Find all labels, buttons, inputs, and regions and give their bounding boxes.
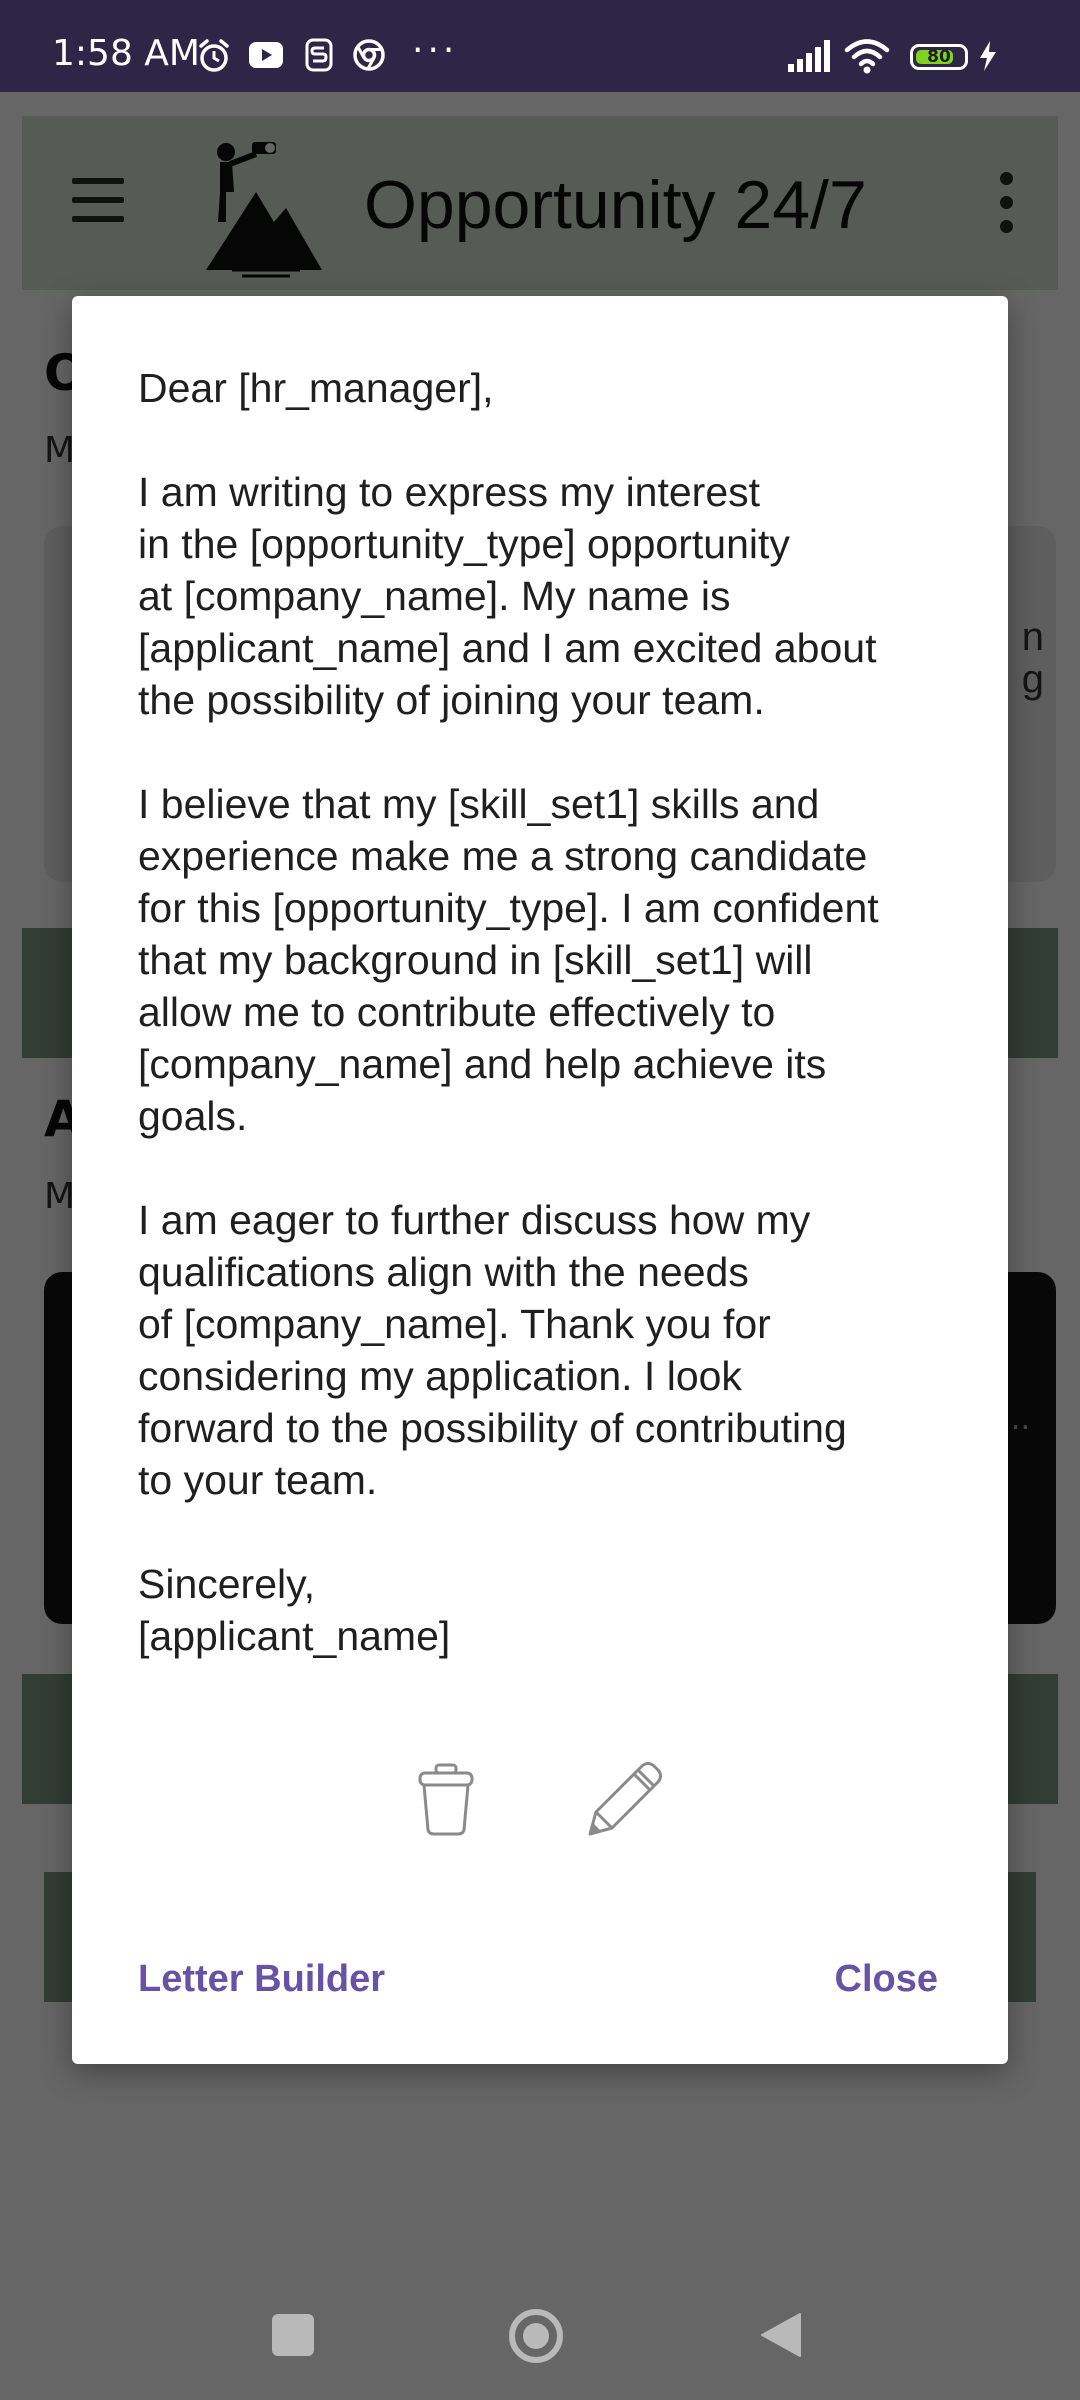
- system-icons: [780, 38, 1080, 78]
- close-button[interactable]: Close: [834, 1958, 938, 2000]
- square-icon[interactable]: [272, 2314, 314, 2356]
- chrome-icon: [352, 38, 386, 72]
- trash-icon: [414, 1762, 478, 1838]
- battery-level-text: 80: [927, 47, 951, 67]
- system-nav-bar: [0, 2256, 1080, 2400]
- youtube-icon: [248, 40, 284, 70]
- triangle-back-icon[interactable]: [756, 2310, 806, 2360]
- wifi-icon: [844, 38, 890, 74]
- app-notification-icon: [304, 38, 334, 72]
- more-notifications-icon: ···: [412, 30, 459, 71]
- battery-icon: [910, 44, 968, 70]
- letter-builder-button[interactable]: Letter Builder: [138, 1958, 386, 2000]
- alarm-icon: [196, 38, 232, 74]
- edit-letter-button[interactable]: [582, 1758, 666, 1842]
- letter-text: Dear [hr_manager], I am writing to express my interest in the [opportunity_type] opportunity at [company_name]. My name is [applicant_name] and I am excited about the possibility of joining your team. I believe that my [skill_set1] skills and experience make me a strong candidate for this [opportunity_type]. I am confident that my background in [skill_set1] will allow me to contribute effectively to [company_name] and help achieve its goals. I am eager to further discuss how my qualifications align with the needs of [company_name]. Thank you for considering my application. I look forward to the possibility of contributing to your team. Sincerely, [applicant_name]: [138, 365, 879, 1659]
- delete-letter-button[interactable]: [414, 1762, 478, 1838]
- signal-icon: [786, 38, 834, 74]
- pencil-icon: [582, 1758, 666, 1842]
- status-bar: [0, 0, 1080, 92]
- charging-icon: [978, 40, 998, 72]
- circle-home-icon[interactable]: [508, 2308, 564, 2364]
- status-time: 1:58 AM: [52, 33, 200, 74]
- letter-dialog: [72, 296, 1008, 2064]
